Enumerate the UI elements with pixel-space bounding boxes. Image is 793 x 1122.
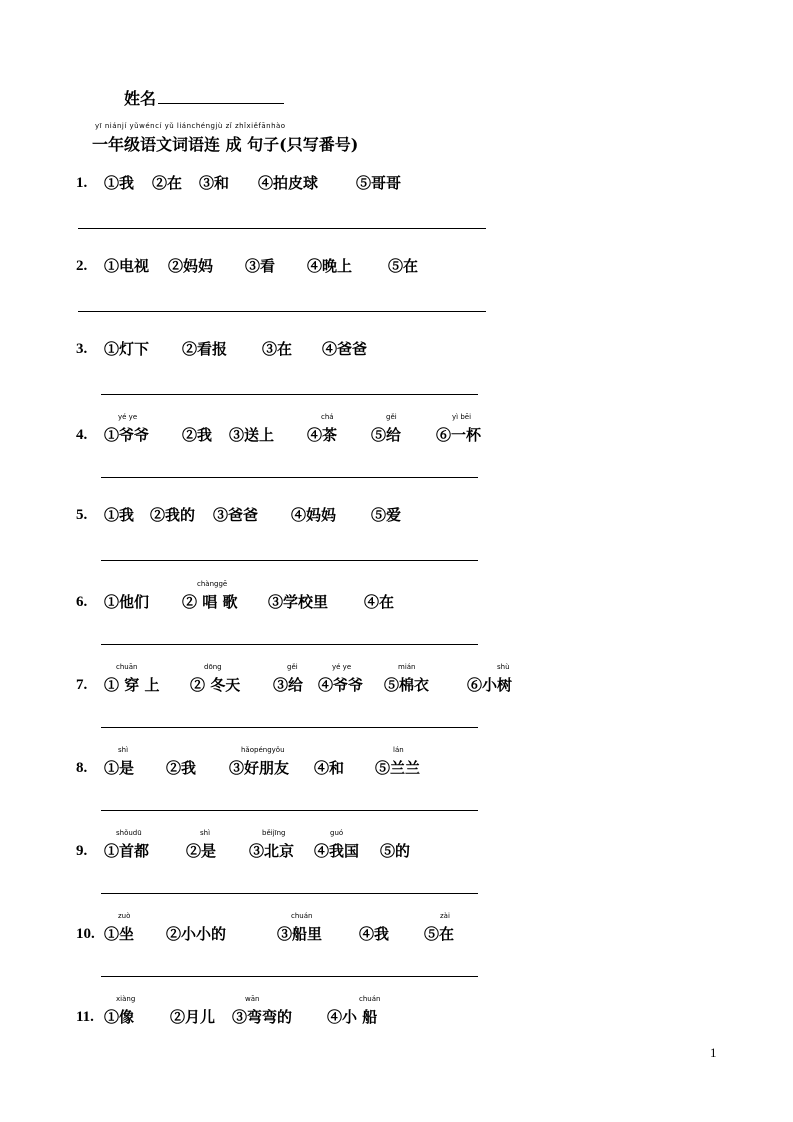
word-text: ④和 — [314, 759, 345, 777]
word-option — [152, 171, 182, 195]
word-text: ⑤兰兰 — [375, 759, 421, 777]
answer-line[interactable] — [101, 727, 478, 728]
word-text: ① 穿 上 — [104, 676, 160, 694]
pinyin-annotation: xiàng — [116, 995, 136, 1003]
word-option — [327, 995, 381, 1029]
word-text: ①他们 — [104, 593, 150, 611]
word-text: ①灯下 — [104, 340, 150, 358]
answer-line[interactable] — [78, 228, 486, 229]
word-text: ⑥小树 — [467, 676, 513, 694]
pinyin-annotation: shù — [497, 663, 510, 671]
word-option — [273, 663, 304, 697]
word-text: ②在 — [152, 174, 183, 192]
title-pinyin: yī niánjí yǔwéncí yǔ liánchéngjù zǐ zhǐxiěfānhào — [95, 122, 286, 130]
pinyin-annotation: mián — [398, 663, 416, 671]
pinyin-annotation: chànggē — [197, 580, 228, 588]
question-3 — [76, 337, 596, 361]
word-text: ④爷爷 — [318, 676, 364, 694]
answer-line[interactable] — [101, 560, 478, 561]
pinyin-annotation: chuán — [291, 912, 313, 920]
answer-line[interactable] — [101, 893, 478, 894]
word-option — [384, 663, 430, 697]
word-option — [104, 254, 149, 278]
word-text: ④晚上 — [307, 257, 353, 275]
question-number: 7. — [76, 677, 88, 693]
question-number: 5. — [76, 507, 88, 523]
word-text: ①我 — [104, 174, 135, 192]
word-option — [199, 171, 229, 195]
word-text: ③北京 — [249, 842, 295, 860]
name-field — [124, 86, 284, 109]
word-option — [104, 995, 136, 1029]
word-option — [436, 413, 482, 447]
answer-line[interactable] — [78, 311, 486, 312]
pinyin-annotation: běijīng — [262, 829, 286, 837]
pinyin-annotation: chá — [321, 413, 334, 421]
pinyin-annotation: gěi — [287, 663, 298, 671]
answer-line[interactable] — [101, 976, 478, 977]
pinyin-annotation: zài — [440, 912, 450, 920]
word-option — [314, 829, 360, 863]
word-text: ①电视 — [104, 257, 150, 275]
word-text: ⑤在 — [424, 925, 455, 943]
word-text: ⑤在 — [388, 257, 419, 275]
word-option — [314, 756, 344, 780]
word-text: ③和 — [199, 174, 230, 192]
pinyin-annotation: shì — [118, 746, 129, 754]
word-text: ②我 — [182, 426, 213, 444]
question-number: 11. — [76, 1009, 94, 1025]
word-option — [104, 912, 135, 946]
word-option — [150, 503, 195, 527]
answer-line[interactable] — [101, 394, 478, 395]
word-option — [249, 829, 295, 863]
word-option — [371, 503, 401, 527]
word-text: ④我 — [359, 925, 390, 943]
question-number: 3. — [76, 341, 88, 357]
page-number: 1 — [710, 1045, 717, 1060]
word-text: ②是 — [186, 842, 217, 860]
pinyin-annotation: chuán — [359, 995, 381, 1003]
question-10 — [76, 912, 596, 946]
word-text: ①像 — [104, 1008, 135, 1026]
word-option — [371, 413, 402, 447]
pinyin-annotation: shǒudū — [116, 829, 142, 837]
word-option — [182, 423, 212, 447]
word-text: ③给 — [273, 676, 304, 694]
word-option — [467, 663, 513, 697]
question-number: 4. — [76, 427, 88, 443]
question-5 — [76, 503, 596, 527]
word-text: ⑥一杯 — [436, 426, 482, 444]
answer-line[interactable] — [101, 810, 478, 811]
word-text: ④拍皮球 — [258, 174, 319, 192]
pinyin-annotation: zuò — [118, 912, 131, 920]
word-text: ④茶 — [307, 426, 338, 444]
word-text: ③在 — [262, 340, 293, 358]
word-option — [104, 746, 135, 780]
word-option — [307, 254, 352, 278]
question-7 — [76, 663, 596, 697]
answer-line[interactable] — [101, 644, 478, 645]
pinyin-annotation: yé ye — [332, 663, 352, 671]
question-1 — [76, 171, 596, 195]
pinyin-annotation: lán — [393, 746, 404, 754]
question-2 — [76, 254, 596, 278]
word-option — [307, 413, 338, 447]
word-text: ①坐 — [104, 925, 135, 943]
pinyin-annotation: chuān — [116, 663, 138, 671]
word-option — [322, 337, 367, 361]
word-option — [213, 503, 258, 527]
pinyin-annotation: gěi — [386, 413, 397, 421]
pinyin-annotation: yì bēi — [452, 413, 472, 421]
word-option — [104, 829, 150, 863]
word-option — [380, 839, 410, 863]
word-text: ⑤给 — [371, 426, 402, 444]
word-option — [168, 254, 213, 278]
word-option — [104, 337, 149, 361]
word-text: ①是 — [104, 759, 135, 777]
word-option — [356, 171, 401, 195]
pinyin-annotation: guó — [330, 829, 344, 837]
word-text: ③弯弯的 — [232, 1008, 293, 1026]
name-blank-line[interactable] — [158, 89, 284, 104]
question-number: 9. — [76, 843, 88, 859]
question-number: 2. — [76, 258, 88, 274]
word-text: ③学校里 — [268, 593, 329, 611]
word-text: ④我国 — [314, 842, 360, 860]
word-option — [104, 663, 160, 697]
question-9 — [76, 829, 596, 863]
pinyin-annotation: yé ye — [118, 413, 138, 421]
question-11 — [76, 995, 596, 1029]
word-option — [262, 337, 292, 361]
word-option — [182, 337, 227, 361]
word-text: ⑤棉衣 — [384, 676, 430, 694]
word-text: ③爸爸 — [213, 506, 259, 524]
word-option — [170, 1005, 215, 1029]
word-text: ①我 — [104, 506, 135, 524]
word-text: ②月儿 — [170, 1008, 216, 1026]
word-text: ③看 — [245, 257, 276, 275]
word-text: ⑤哥哥 — [356, 174, 402, 192]
word-text: ②看报 — [182, 340, 228, 358]
pinyin-annotation: wān — [245, 995, 260, 1003]
question-8 — [76, 746, 596, 780]
word-option — [166, 756, 196, 780]
word-text: ④妈妈 — [291, 506, 337, 524]
word-text: ⑤爱 — [371, 506, 402, 524]
word-option — [245, 254, 275, 278]
pinyin-annotation: hǎopéngyǒu — [241, 746, 285, 754]
pinyin-annotation: dōng — [204, 663, 222, 671]
question-number: 6. — [76, 594, 88, 610]
word-text: ②我 — [166, 759, 197, 777]
word-option — [229, 423, 274, 447]
word-option — [190, 663, 241, 697]
word-text: ③船里 — [277, 925, 323, 943]
question-6 — [76, 580, 596, 614]
word-option — [232, 995, 293, 1029]
word-text: ⑤的 — [380, 842, 411, 860]
word-option — [375, 746, 421, 780]
word-text: ②小小的 — [166, 925, 227, 943]
word-text: ①首都 — [104, 842, 150, 860]
word-option — [318, 663, 364, 697]
question-number: 10. — [76, 926, 95, 942]
question-number: 1. — [76, 175, 88, 191]
word-text: ② 唱 歌 — [182, 593, 238, 611]
answer-line[interactable] — [101, 477, 478, 478]
pinyin-annotation: shì — [200, 829, 211, 837]
word-option — [388, 254, 418, 278]
word-text: ④在 — [364, 593, 395, 611]
word-text: ②妈妈 — [168, 257, 214, 275]
word-option — [258, 171, 318, 195]
word-text: ①爷爷 — [104, 426, 150, 444]
word-text: ②我的 — [150, 506, 196, 524]
word-option — [291, 503, 336, 527]
word-option — [182, 580, 238, 614]
word-text: ④爸爸 — [322, 340, 368, 358]
word-text: ② 冬天 — [190, 676, 241, 694]
title-text: 一年级语文词语连 成 句子(只写番号) — [92, 135, 359, 154]
word-option — [229, 746, 290, 780]
word-text: ③好朋友 — [229, 759, 290, 777]
word-option — [424, 912, 455, 946]
question-number: 8. — [76, 760, 88, 776]
word-text: ③送上 — [229, 426, 275, 444]
word-option — [364, 590, 394, 614]
word-option — [104, 503, 134, 527]
word-option — [359, 922, 389, 946]
word-option — [166, 922, 226, 946]
word-option — [104, 413, 150, 447]
word-option — [268, 590, 328, 614]
word-option — [186, 829, 217, 863]
word-option — [277, 912, 323, 946]
word-option — [104, 590, 149, 614]
word-text: ④小 船 — [327, 1008, 378, 1026]
name-label: 姓名 — [124, 89, 157, 108]
word-option — [104, 171, 134, 195]
question-4 — [76, 413, 596, 447]
